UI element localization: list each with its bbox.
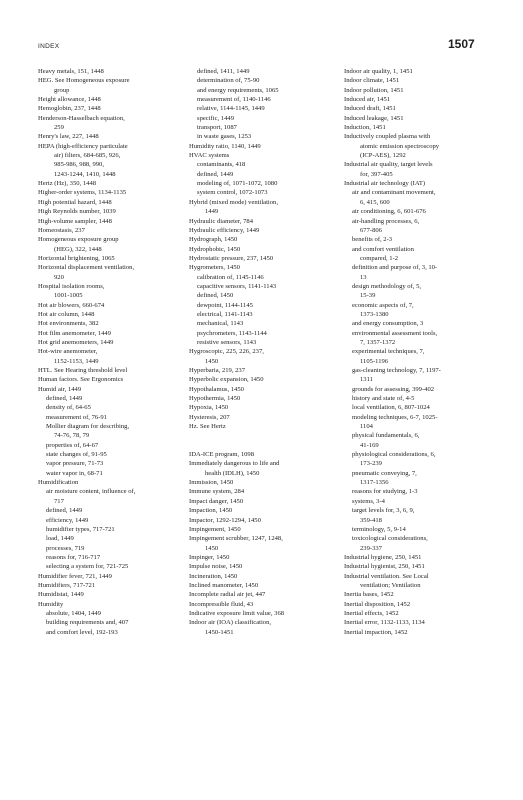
index-subentry: dewpoint, 1144-1145	[197, 301, 253, 309]
index-entry: Immission, 1450	[189, 479, 234, 487]
index-subentry: (ICP-AES), 1292	[360, 152, 406, 160]
index-subentry: load, 1449	[46, 535, 74, 543]
index-subentry: gas-cleaning technology, 7, 1197-	[352, 367, 441, 374]
index-subentry: reasons for studying, 1-3	[352, 488, 418, 496]
index-subentry: pneumatic conveying, 7,	[352, 469, 417, 477]
index-subentry: benefits of, 2-3	[352, 236, 393, 244]
index-subentry: defined, 1450	[197, 292, 234, 300]
index-entry: Induced air, 1451	[344, 96, 391, 104]
index-entry: Indoor climate, 1451	[344, 77, 400, 85]
index-entry: Impingement, 1450	[189, 525, 241, 533]
index-entry: Hospital isolation rooms,	[38, 282, 105, 290]
index-subentry: 1450	[205, 544, 219, 552]
index-subentry: air) filters, 684-685, 926,	[54, 152, 121, 160]
index-entry: Inclined manometer, 1450	[189, 581, 259, 589]
index-entry: Hot air column, 1448	[38, 310, 95, 318]
index-subentry: mechanical, 1143	[197, 320, 244, 328]
index-subentry: atomic emission spectroscopy	[360, 142, 440, 150]
index-entry: Indicative exposure limit value, 368	[189, 609, 285, 617]
index-entry: Industrial air quality, target levels	[344, 161, 433, 169]
index-subentry: 1105-1196	[360, 357, 389, 365]
index-subentry: toxicological considerations,	[352, 535, 428, 543]
index-entry: Impulse noise, 1450	[189, 563, 243, 571]
index-subentry: 1450	[205, 357, 219, 365]
index-entry: Hydrophobic, 1450	[189, 245, 241, 253]
index-entry: Hypoxia, 1450	[189, 404, 229, 412]
index-subentry: 1450-1451	[205, 628, 234, 636]
index-entry: Impinger, 1450	[189, 553, 230, 561]
index-subentry: determination of, 75-90	[197, 77, 260, 85]
index-entry: High Reynolds number, 1039	[38, 208, 116, 216]
index-subentry: specific, 1449	[197, 114, 234, 122]
index-subentry: group	[54, 86, 70, 94]
index-subentry: defined, 1449	[46, 507, 83, 515]
index-subentry: defined, 1449	[197, 170, 234, 178]
index-subentry: 1449	[205, 208, 219, 216]
index-entry: High potential hazard, 1448	[38, 198, 112, 206]
index-subentry: 1152-1153, 1449	[54, 357, 99, 365]
index-subentry: absolute, 1404, 1449	[46, 609, 101, 617]
index-subentry: design methodology of, 5,	[352, 282, 422, 290]
index-entry: Indoor pollution, 1451	[344, 86, 404, 94]
index-entry: Inductively coupled plasma with	[344, 133, 431, 141]
index-entry: IDA-ICE program, 1098	[189, 451, 255, 459]
index-entry: Impact danger, 1450	[189, 497, 244, 505]
index-subentry: electrical, 1141-1143	[197, 310, 253, 318]
index-subentry: measurement of, 1140-1146	[197, 96, 271, 104]
index-subentry: target levels for, 3, 6, 9,	[352, 507, 415, 515]
index-entry: HEPA (high-efficiency particulate	[38, 142, 128, 150]
index-subentry: efficiency, 1449	[46, 516, 89, 524]
index-entry: Humidistat, 1449	[38, 591, 84, 599]
index-column-1	[38, 67, 178, 637]
index-subentry: calibration of, 1145-1146	[197, 273, 264, 281]
index-entry: Heavy metals, 151, 1448	[38, 68, 104, 75]
index-entry: Hydrostatic pressure, 237, 1450	[189, 254, 274, 262]
index-column-2	[189, 67, 334, 637]
index-subentry: air moisture content, influence of,	[46, 488, 136, 496]
index-entry: Henry's law, 227, 1448	[38, 133, 99, 141]
index-subentry: compared, 1-2	[360, 254, 399, 262]
index-subentry: 920	[54, 273, 64, 281]
index-entry: Immediately dangerous to life and	[189, 460, 280, 468]
index-subentry: 1104	[360, 423, 373, 431]
index-entry: Industrial ventilation. See Local	[344, 572, 429, 580]
index-subentry: resistive sensors, 1143	[197, 338, 257, 346]
index-subentry: economic aspects of, 7,	[352, 301, 414, 309]
index-subentry: 41-169	[360, 441, 379, 449]
index-entry: Horizontal displacement ventilation,	[38, 264, 135, 272]
index-subentry: Mollier diagram for describing,	[46, 423, 130, 431]
index-subentry: humidifier types, 717-721	[46, 525, 115, 533]
index-subentry: vapor pressure, 71-73	[46, 460, 104, 468]
index-subentry: 6, 415, 600	[360, 198, 390, 206]
index-entry: Hygrometers, 1450	[189, 264, 240, 272]
index-entry: Incompressible fluid, 43	[189, 600, 254, 608]
index-entry: Hot-wire anemometer,	[38, 348, 98, 356]
index-subentry: water vapor in, 68-71	[46, 469, 103, 477]
index-entry: Humidifier fever, 721, 1449	[38, 572, 112, 580]
index-subentry: 7, 1357-1372	[360, 338, 396, 346]
index-subentry: 15-39	[360, 292, 376, 300]
index-entry: Humidity	[38, 600, 64, 608]
index-subentry: properties of, 64-67	[46, 441, 99, 449]
index-entry: Inertial effects, 1452	[344, 609, 399, 617]
index-entry: Incineration, 1450	[189, 572, 238, 580]
index-entry: Human factors. See Ergonomics	[38, 376, 124, 384]
index-entry: Induced leakage, 1451	[344, 114, 404, 122]
index-entry: HTL. See Hearing threshold level	[38, 367, 128, 374]
index-subentry: for, 397-405	[360, 170, 393, 178]
index-subentry: in waste gases, 1253	[197, 133, 252, 141]
index-subentry: measurement of, 76-91	[46, 413, 107, 421]
index-subentry: ventilation; Ventilation	[360, 581, 421, 589]
index-subentry: physiological considerations, 6,	[352, 451, 436, 459]
index-subentry: 359-418	[360, 516, 382, 524]
index-subentry: systems, 3-4	[352, 497, 385, 505]
index-entry: Immune system, 284	[189, 488, 245, 496]
index-subentry: modeling techniques, 6-7, 1025-	[352, 413, 438, 421]
index-column-3	[344, 67, 494, 637]
index-entry: Impactor, 1292-1294, 1450	[189, 516, 261, 524]
index-entry: Industrial hygiene, 250, 1451	[344, 553, 422, 561]
index-subentry: defined, 1449	[46, 395, 83, 403]
index-entry: Height allowance, 1448	[38, 96, 101, 104]
index-subentry: capacitive sensors, 1141-1143	[197, 282, 277, 290]
index-subentry: 677-806	[360, 226, 382, 234]
index-subentry: and energy requirements, 1065	[197, 86, 279, 94]
index-entry: Hot grid anemometers, 1449	[38, 338, 114, 346]
index-subentry: 1373-1380	[360, 310, 389, 318]
index-entry: Indoor air quality, 1, 1451	[344, 68, 413, 75]
index-subentry: selecting a system for, 721-725	[46, 563, 129, 571]
index-entry: Hysteresis, 207	[189, 413, 230, 421]
index-entry: Humidifiers, 717-721	[38, 581, 96, 589]
index-entry: Hydraulic diameter, 784	[189, 217, 254, 225]
index-subentry: contaminants, 418	[197, 161, 246, 169]
index-subentry: transport, 1087	[197, 124, 237, 132]
index-subentry: reasons for, 716-717	[46, 553, 101, 561]
index-entry: Industrial air technology (IAT)	[344, 180, 426, 188]
index-entry: Hot environments, 382	[38, 320, 99, 328]
index-entry: Impingement scrubber, 1247, 1248,	[189, 535, 283, 543]
index-entry: Humid air, 1449	[38, 385, 82, 393]
index-entry: Hypothalamus, 1450	[189, 385, 244, 393]
running-header: INDEX	[38, 43, 60, 50]
index-subentry: density of, 64-65	[46, 404, 91, 412]
index-entry: Hemoglobin, 237, 1448	[38, 105, 101, 113]
index-subentry: 74-76, 78, 79	[54, 432, 90, 440]
index-entry: Induced draft, 1451	[344, 105, 396, 113]
index-entry: Incomplete radial air jet, 447	[189, 591, 266, 599]
index-subentry: 13	[360, 273, 367, 281]
index-entry: Hygroscopic, 225, 226, 237,	[189, 348, 264, 356]
index-subentry: local ventilation, 6, 807-1024	[352, 404, 430, 412]
index-subentry: 717	[54, 497, 64, 505]
index-subentry: 259	[54, 124, 64, 132]
index-entry: Homogeneous exposure group	[38, 236, 119, 244]
index-subentry: and energy consumption, 3	[352, 320, 424, 328]
index-entry: High-volume sampler, 1448	[38, 217, 112, 225]
index-entry: Hypothermia, 1450	[189, 395, 241, 403]
index-subentry: 1001-1005	[54, 292, 83, 300]
index-entry: Inertial error, 1132-1133, 1134	[344, 619, 425, 627]
index-gap	[189, 441, 334, 450]
index-subentry: and comfort ventilation	[352, 245, 414, 253]
index-entry: HVAC systems	[189, 152, 230, 160]
index-subentry: air conditioning, 6, 601-676	[352, 208, 426, 216]
index-entry: Inertial disposition, 1452	[344, 600, 411, 608]
page-number: 1507	[448, 37, 475, 51]
index-subentry: relative, 1144-1145, 1449	[197, 105, 265, 113]
index-subentry: 239-337	[360, 544, 382, 552]
index-entry: Hydraulic efficiency, 1449	[189, 226, 260, 234]
index-subentry: building requirements and, 407	[46, 619, 129, 627]
index-entry: HEG. See Homogeneous exposure	[38, 77, 130, 85]
index-entry: Henderson-Hasselbach equation,	[38, 114, 125, 122]
index-subentry: 173-239	[360, 460, 382, 468]
index-entry: Inertia bases, 1452	[344, 591, 394, 599]
index-entry: Horizontal brightening, 1065	[38, 254, 115, 262]
index-entry: Industrial hygienist, 250, 1451	[344, 563, 425, 571]
index-entry: Humidification	[38, 479, 79, 487]
index-subentry: system control, 1072-1073	[197, 189, 268, 197]
index-subentry: state changes of, 91-95	[46, 451, 107, 459]
index-entry: Homeostasis, 237	[38, 226, 85, 234]
index-subentry: grounds for assessing, 399-402	[352, 385, 435, 393]
index-entry: Hyperbaria, 219, 237	[189, 367, 246, 374]
index-subentry: air-handling processes, 6,	[352, 217, 420, 225]
index-entry: Hyperbolic expansion, 1450	[189, 376, 264, 384]
index-subentry: 1311	[360, 376, 373, 384]
index-subentry: health (IDLH), 1450	[205, 469, 260, 477]
index-entry: Hot film anemometer, 1449	[38, 329, 111, 337]
index-entry: Impaction, 1450	[189, 507, 233, 515]
index-entry: Higher-order systems, 1134-1135	[38, 189, 127, 197]
index-entry: Hybrid (mixed mode) ventilation,	[189, 198, 278, 206]
index-subentry: psychrometers, 1143-1144	[197, 329, 267, 337]
index-entry: Hz. See Hertz	[189, 423, 226, 431]
index-subentry: defined, 1411, 1449	[197, 68, 250, 75]
index-gap	[189, 431, 334, 440]
index-subentry: and comfort level, 192-193	[46, 628, 118, 636]
index-entry: Hydrograph, 1450	[189, 236, 238, 244]
index-subentry: experimental techniques, 7,	[352, 348, 425, 356]
index-entry: Humidity ratio, 1140, 1449	[189, 142, 261, 150]
index-subentry: environmental assessment tools,	[352, 329, 438, 337]
index-subentry: 1317-1356	[360, 479, 389, 487]
index-subentry: terminology, 5, 9-14	[352, 525, 406, 533]
index-subentry: definition and purpose of, 3, 10-	[352, 264, 438, 272]
index-subentry: physical fundamentals, 6,	[352, 432, 420, 440]
index-subentry: (HEG), 322, 1448	[54, 245, 102, 253]
index-entry: Hot air blowers, 660-674	[38, 301, 105, 309]
index-entry: Hertz (Hz), 350, 1448	[38, 180, 97, 188]
index-subentry: 985-986, 988, 990,	[54, 161, 105, 169]
index-entry: Indoor air (IOA) classification,	[189, 619, 272, 627]
index-subentry: modeling of, 1071-1072, 1080	[197, 180, 278, 188]
index-entry: Inertial impaction, 1452	[344, 628, 408, 636]
index-subentry: air and contaminant movement,	[352, 189, 436, 197]
index-subentry: processes, 719	[46, 544, 85, 552]
index-subentry: 1243-1244, 1410, 1448	[54, 170, 116, 178]
index-subentry: history and state of, 4-5	[352, 395, 415, 403]
index-entry: Induction, 1451	[344, 124, 386, 132]
